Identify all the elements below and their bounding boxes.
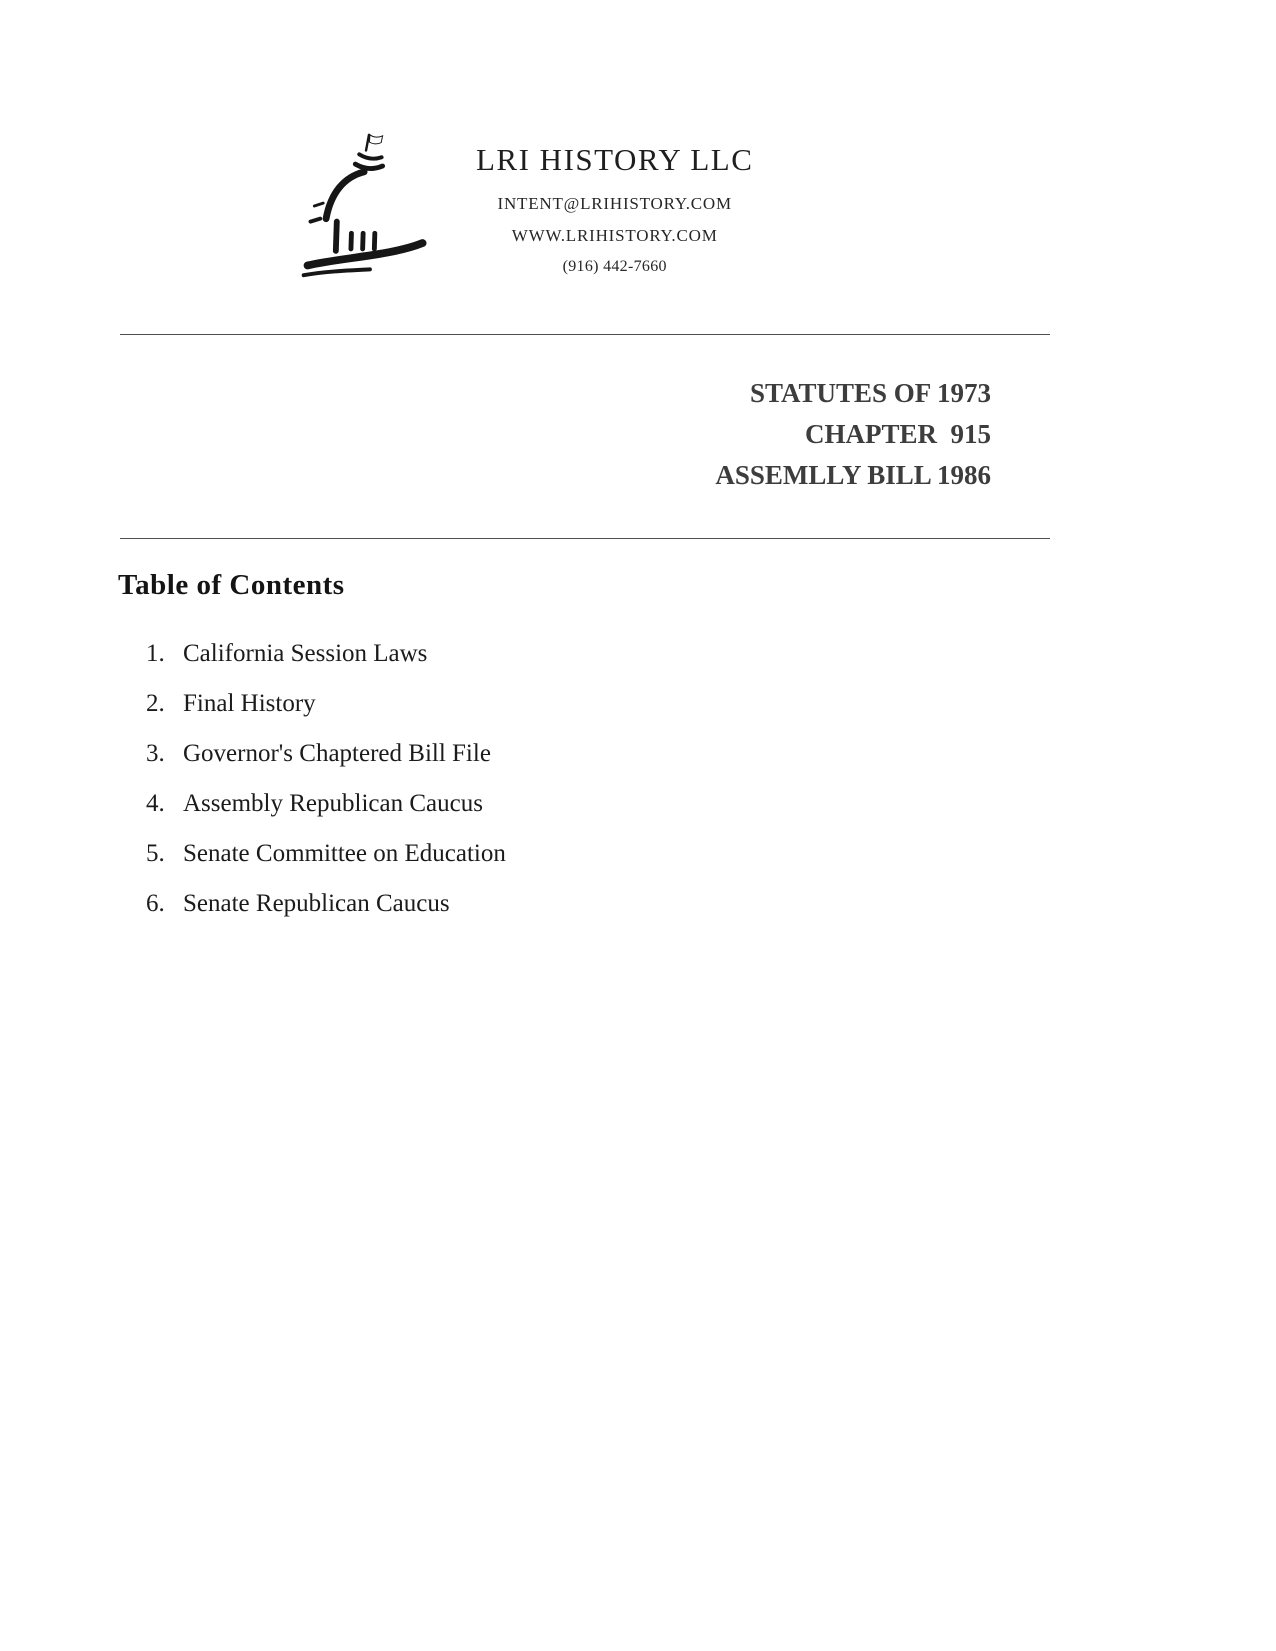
toc-item-number: 2.: [146, 690, 165, 718]
table-of-contents: [118, 569, 1276, 918]
toc-item-label: Final History: [183, 690, 316, 718]
toc-item-number: 5.: [146, 840, 165, 868]
toc-item-number: 4.: [146, 790, 165, 818]
letterhead: [298, 128, 1276, 288]
toc-item: [146, 740, 1276, 768]
toc-item-label: Senate Committee on Education: [183, 840, 506, 868]
toc-item-number: 1.: [146, 640, 165, 668]
toc-item-number: 3.: [146, 740, 165, 768]
statutes-year-line: STATUTES OF 1973: [749, 378, 991, 408]
divider-bottom: [120, 538, 1050, 539]
company-phone: (916) 442-7660: [562, 258, 667, 275]
toc-item-label: California Session Laws: [183, 640, 428, 668]
toc-item: [146, 790, 1276, 818]
chapter-line: CHAPTER 915: [804, 419, 991, 450]
statute-title-block: [0, 373, 1276, 496]
contact-block: [476, 128, 753, 288]
toc-item-label: Assembly Republican Caucus: [183, 790, 483, 818]
assembly-bill-line: ASSEMLLY BILL 1986: [715, 460, 991, 491]
toc-heading: Table of Contents: [118, 569, 345, 602]
company-name: LRI HISTORY LLC: [476, 142, 754, 177]
toc-item: [146, 690, 1276, 718]
toc-item-label: Senate Republican Caucus: [183, 890, 450, 918]
toc-item: [146, 640, 1276, 668]
toc-item-label: Governor's Chaptered Bill File: [183, 740, 491, 768]
toc-list: [118, 640, 1276, 918]
company-email: INTENT@LRIHISTORY.COM: [497, 194, 732, 213]
capitol-dome-logo-icon: [298, 128, 438, 284]
toc-item-number: 6.: [146, 890, 165, 918]
divider-top: [120, 334, 1050, 335]
company-website: WWW.LRIHISTORY.COM: [511, 226, 718, 245]
toc-item: [146, 840, 1276, 868]
toc-item: [146, 890, 1276, 918]
